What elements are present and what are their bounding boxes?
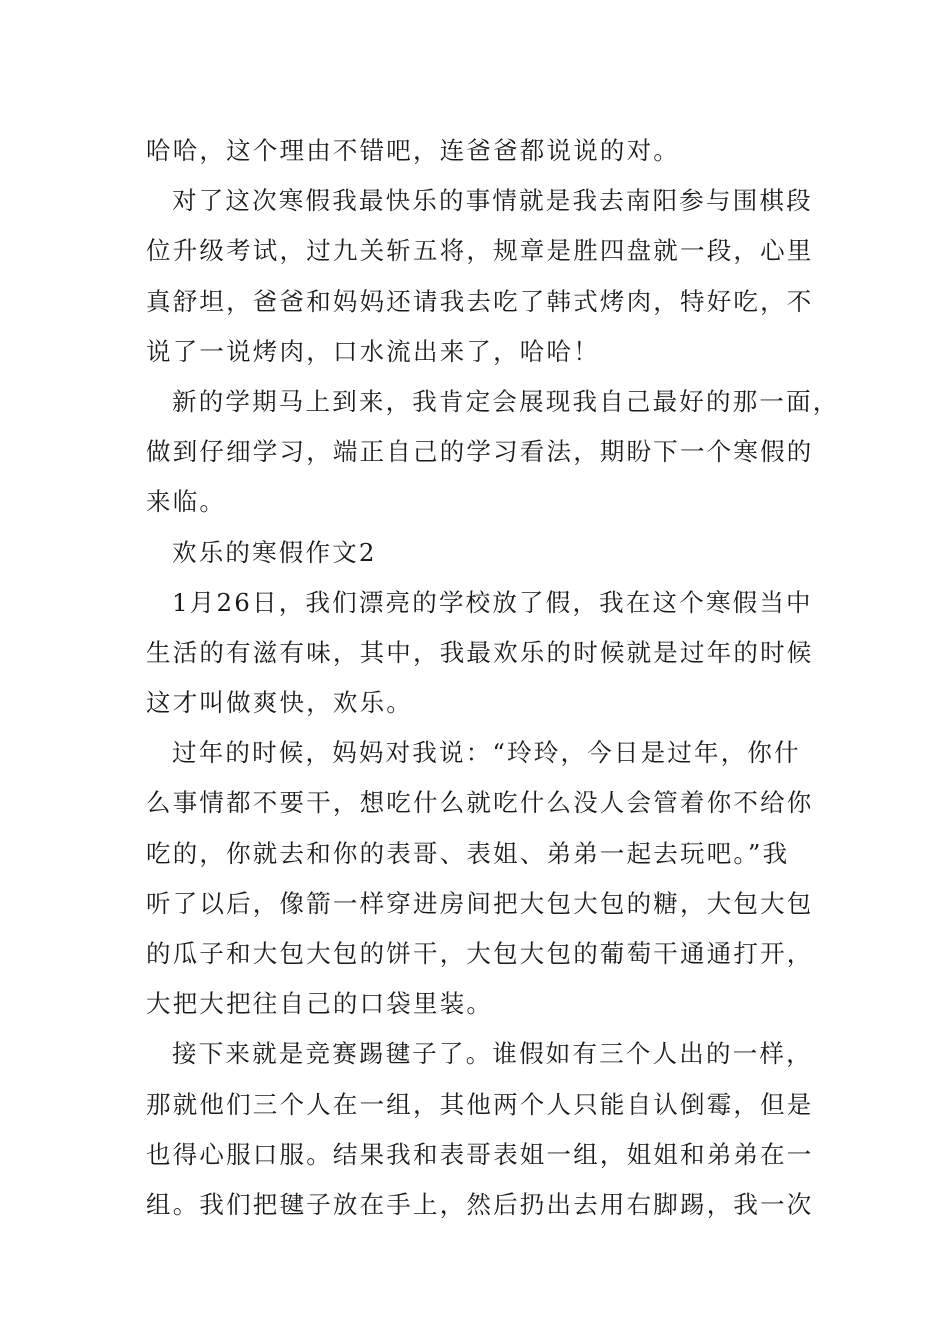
text-line: 哈哈，这个理由不错吧，连爸爸都说说的对。 — [146, 136, 680, 165]
text-line: 来临。 — [146, 487, 227, 517]
text-line: 真舒坦，爸爸和妈妈还请我去吃了韩式烤肉，特好吃，不 — [146, 286, 814, 316]
paragraph-start-line: 接下来就是竞赛踢毽子了。谁假如有三个人出的一样， — [172, 1039, 813, 1069]
section-heading: 欢乐的寒假作文2 — [172, 537, 377, 567]
text-line: 大把大把往自己的口袋里装。 — [146, 989, 494, 1019]
text-line: 么事情都不要干，想吃什么就吃什么没人会管着你不给你 — [146, 788, 814, 818]
text-line: 说了一说烤肉，口水流出来了，哈哈！ — [146, 336, 600, 366]
essay-body — [146, 126, 840, 1230]
paragraph-start-line: 对了这次寒假我最快乐的事情就是我去南阳参与围棋段 — [172, 186, 813, 216]
text-line: 也得心服口服。结果我和表哥表姐一组，姐姐和弟弟在一 — [146, 1139, 814, 1169]
text-line: 组。我们把毽子放在手上，然后扔出去用右脚踢，我一次 — [146, 1189, 814, 1219]
paragraph-start-line: 1月26日，我们漂亮的学校放了假，我在这个寒假当中 — [172, 587, 813, 617]
text-line: 的瓜子和大包大包的饼干，大包大包的葡萄干通通打开， — [146, 939, 814, 968]
paragraph-start-line: 新的学期马上到来，我肯定会展现我自己最好的那一面， — [172, 386, 840, 416]
text-line: 那就他们三个人在一组，其他两个人只能自认倒霉，但是 — [146, 1089, 814, 1119]
text-line: 听了以后，像箭一样穿进房间把大包大包的糖，大包大包 — [146, 888, 814, 918]
text-line: 位升级考试，过九关斩五将，规章是胜四盘就一段，心里 — [146, 236, 814, 266]
text-line: 吃的，你就去和你的表哥、表姐、弟弟一起去玩吧。”我 — [146, 838, 790, 868]
text-line: 做到仔细学习，端正自己的学习看法，期盼下一个寒假的 — [146, 437, 814, 467]
text-line: 这才叫做爽快，欢乐。 — [146, 688, 413, 718]
text-line: 生活的有滋有味，其中，我最欢乐的时候就是过年的时候 — [146, 637, 814, 667]
paragraph-start-line: 过年的时候，妈妈对我说：“玲玲，今日是过年，你什 — [172, 738, 801, 768]
